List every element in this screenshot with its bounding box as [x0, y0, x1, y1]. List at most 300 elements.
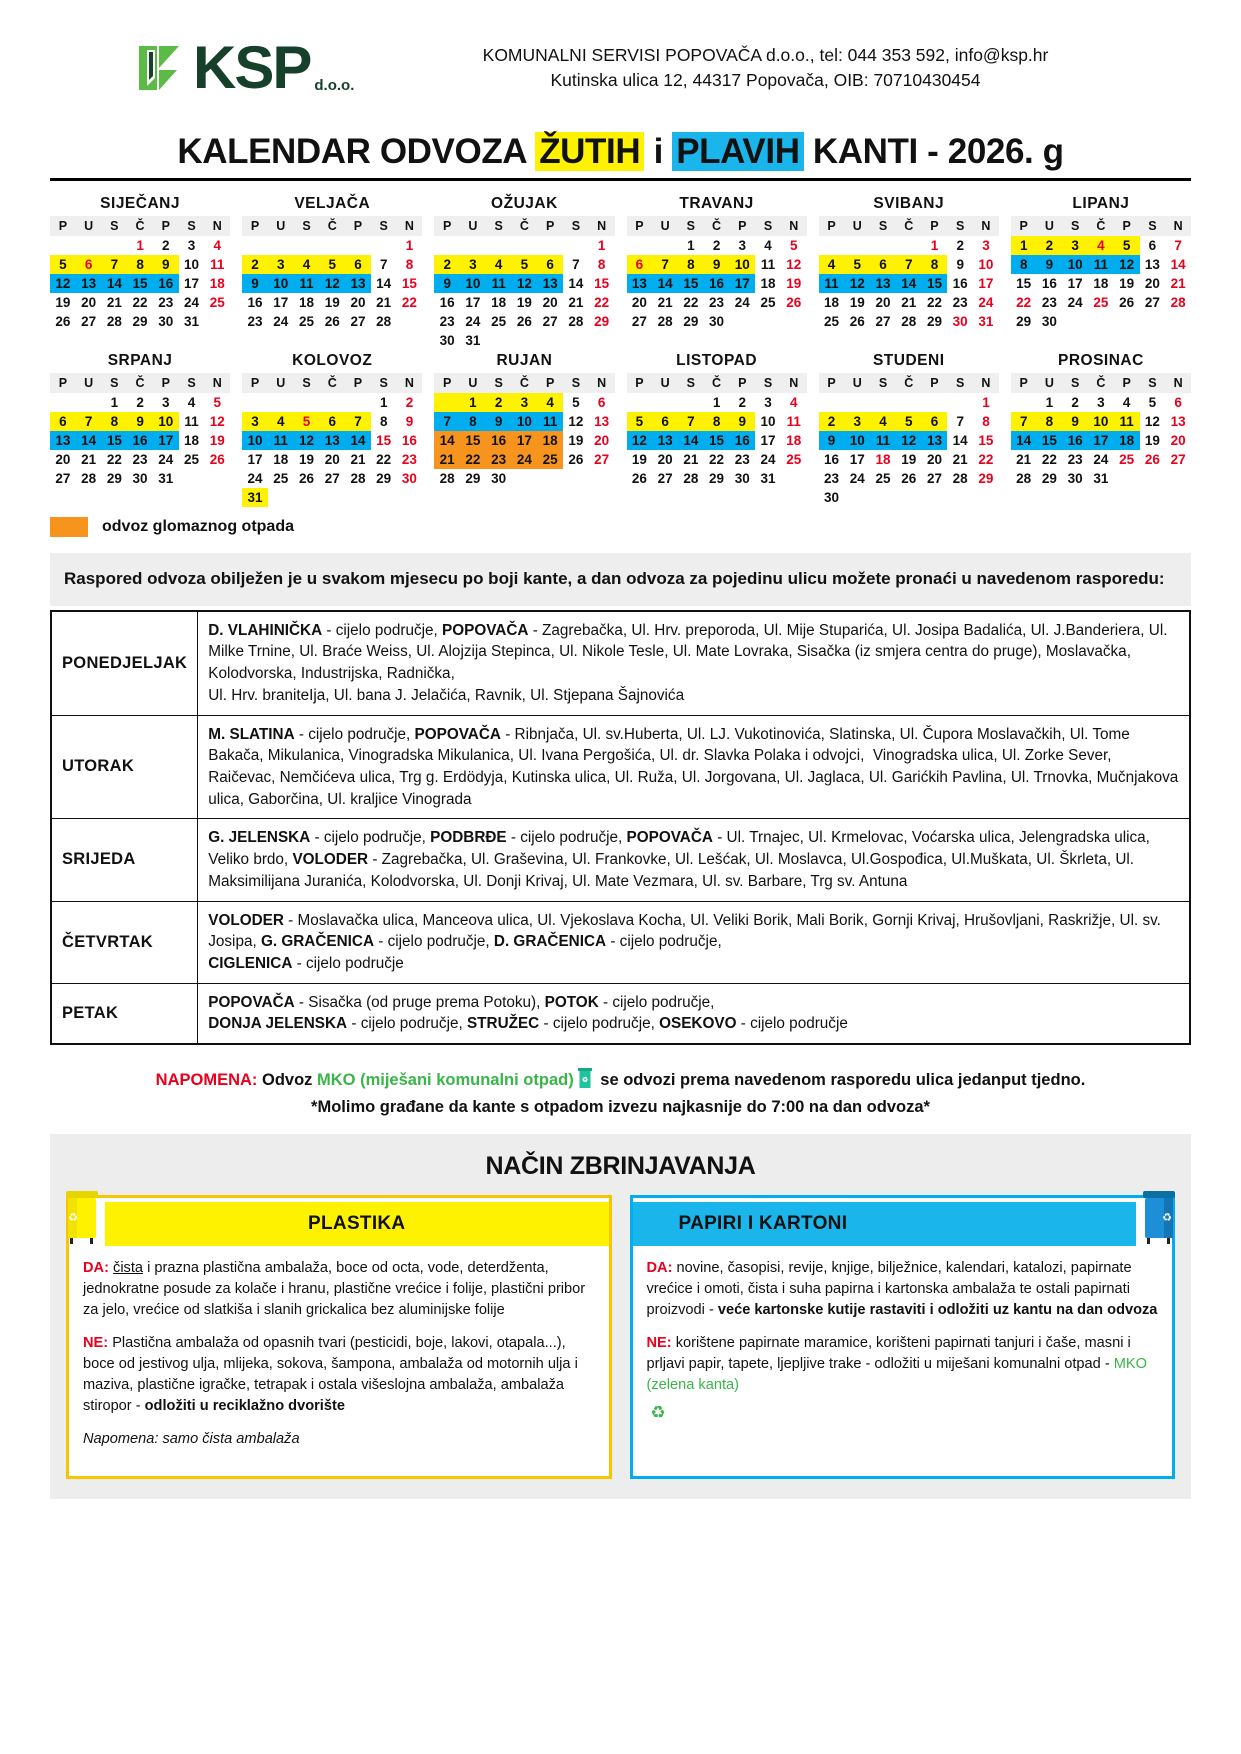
calendar-day-cell[interactable]: 21: [568, 295, 584, 310]
calendar-day-cell[interactable]: 4: [187, 395, 196, 410]
calendar-day-cell[interactable]: 3: [1097, 395, 1105, 410]
calendar-day-cell[interactable]: 7: [572, 257, 580, 272]
calendar-day-cell[interactable]: 9: [127, 412, 153, 431]
calendar-day-cell[interactable]: 11: [786, 414, 801, 429]
calendar-day-cell[interactable]: 12: [786, 257, 802, 272]
calendar-day-cell[interactable]: 22: [1041, 452, 1057, 467]
calendar-day-cell[interactable]: 7: [1011, 412, 1037, 431]
calendar-day-cell[interactable]: 24: [184, 295, 200, 310]
calendar-day-cell[interactable]: 25: [184, 452, 200, 467]
calendar-day-cell[interactable]: 20: [594, 433, 610, 448]
calendar-day-cell[interactable]: 31: [1093, 471, 1109, 486]
calendar-day-cell[interactable]: 23: [439, 314, 455, 329]
calendar-day-cell[interactable]: 6: [345, 255, 371, 274]
calendar-day-cell[interactable]: 11: [184, 414, 199, 429]
calendar-day-cell[interactable]: 14: [345, 431, 371, 450]
calendar-day-cell[interactable]: 3: [268, 255, 294, 274]
calendar-day-cell[interactable]: 12: [512, 274, 538, 293]
calendar-day-cell[interactable]: [434, 393, 460, 412]
calendar-day-cell[interactable]: 3: [187, 238, 196, 253]
calendar-day-cell[interactable]: 21: [952, 452, 968, 467]
calendar-day-cell[interactable]: 13: [594, 414, 610, 429]
calendar-day-cell[interactable]: 21: [81, 452, 97, 467]
calendar-day-cell[interactable]: 7: [434, 412, 460, 431]
calendar-day-cell[interactable]: 1: [136, 238, 144, 253]
calendar-day-cell[interactable]: 22: [376, 452, 392, 467]
calendar-day-cell[interactable]: 4: [870, 412, 896, 431]
calendar-day-cell[interactable]: 3: [764, 395, 772, 410]
calendar-day-cell[interactable]: 6: [652, 412, 678, 431]
calendar-day-cell[interactable]: 4: [537, 393, 563, 412]
calendar-day-cell[interactable]: 8: [597, 257, 606, 272]
calendar-day-cell[interactable]: 6: [627, 255, 653, 274]
calendar-day-cell[interactable]: 7: [956, 414, 964, 429]
calendar-day-cell[interactable]: 25: [298, 314, 314, 329]
calendar-day-cell[interactable]: 19: [786, 276, 802, 291]
calendar-day-cell[interactable]: 9: [1037, 255, 1063, 274]
calendar-day-cell[interactable]: 17: [760, 433, 776, 448]
calendar-day-cell[interactable]: 18: [1114, 431, 1140, 450]
calendar-day-cell[interactable]: 21: [1016, 452, 1032, 467]
calendar-day-cell[interactable]: 2: [486, 393, 512, 412]
calendar-day-cell[interactable]: 2: [819, 412, 845, 431]
calendar-day-cell[interactable]: 4: [1088, 236, 1114, 255]
calendar-day-cell[interactable]: 4: [790, 395, 798, 410]
calendar-day-cell[interactable]: 24: [273, 314, 289, 329]
calendar-day-cell[interactable]: 14: [678, 431, 704, 450]
calendar-day-cell[interactable]: 14: [1011, 431, 1037, 450]
calendar-day-cell[interactable]: 15: [127, 274, 153, 293]
calendar-day-cell[interactable]: 6: [922, 412, 948, 431]
calendar-day-cell[interactable]: 20: [1144, 276, 1160, 291]
calendar-day-cell[interactable]: 8: [704, 412, 730, 431]
calendar-day-cell[interactable]: 19: [1119, 276, 1135, 291]
calendar-day-cell[interactable]: 13: [627, 274, 653, 293]
calendar-day-cell[interactable]: 9: [729, 412, 755, 431]
calendar-day-cell[interactable]: 6: [1148, 238, 1157, 253]
calendar-day-cell[interactable]: 11: [819, 274, 845, 293]
calendar-day-cell[interactable]: 5: [294, 412, 320, 431]
calendar-day-cell[interactable]: 18: [786, 433, 802, 448]
calendar-day-cell[interactable]: 12: [568, 414, 584, 429]
calendar-day-cell[interactable]: 15: [978, 433, 994, 448]
calendar-day-cell[interactable]: 7: [101, 255, 127, 274]
calendar-day-cell[interactable]: 10: [268, 274, 294, 293]
calendar-day-cell[interactable]: 7: [652, 255, 678, 274]
calendar-day-cell[interactable]: 23: [158, 295, 174, 310]
calendar-day-cell[interactable]: 24: [1067, 295, 1083, 310]
calendar-day-cell[interactable]: 16: [1062, 431, 1088, 450]
calendar-day-cell[interactable]: 29: [465, 471, 481, 486]
calendar-day-cell[interactable]: 27: [875, 314, 891, 329]
calendar-day-cell[interactable]: 29: [1016, 314, 1032, 329]
calendar-day-cell[interactable]: 28: [683, 471, 699, 486]
calendar-day-cell[interactable]: 24: [978, 295, 994, 310]
calendar-day-cell[interactable]: 1: [687, 238, 695, 253]
calendar-day-cell[interactable]: 6: [537, 255, 563, 274]
calendar-day-cell[interactable]: 6: [597, 395, 606, 410]
calendar-day-cell[interactable]: 2: [405, 395, 414, 410]
calendar-day-cell[interactable]: 18: [760, 276, 776, 291]
calendar-day-cell[interactable]: 6: [870, 255, 896, 274]
calendar-day-cell[interactable]: 6: [50, 412, 76, 431]
calendar-day-cell[interactable]: 7: [76, 412, 102, 431]
calendar-day-cell[interactable]: 20: [55, 452, 71, 467]
calendar-day-cell[interactable]: 20: [631, 295, 647, 310]
calendar-day-cell[interactable]: 24: [512, 450, 538, 469]
calendar-day-cell[interactable]: 4: [213, 238, 222, 253]
calendar-day-cell[interactable]: 5: [1148, 395, 1157, 410]
calendar-day-cell[interactable]: 4: [764, 238, 772, 253]
calendar-day-cell[interactable]: 30: [1067, 471, 1083, 486]
calendar-day-cell[interactable]: 8: [1037, 412, 1063, 431]
calendar-day-cell[interactable]: 9: [434, 274, 460, 293]
calendar-day-cell[interactable]: 3: [512, 393, 538, 412]
calendar-day-cell[interactable]: 10: [153, 412, 179, 431]
calendar-day-cell[interactable]: 10: [512, 412, 538, 431]
calendar-day-cell[interactable]: 5: [1114, 236, 1140, 255]
calendar-day-cell[interactable]: 16: [486, 431, 512, 450]
calendar-day-cell[interactable]: 16: [1041, 276, 1057, 291]
calendar-day-cell[interactable]: 14: [76, 431, 102, 450]
calendar-day-cell[interactable]: 6: [76, 255, 102, 274]
calendar-day-cell[interactable]: 12: [1114, 255, 1140, 274]
calendar-day-cell[interactable]: 28: [901, 314, 917, 329]
calendar-day-cell[interactable]: 20: [657, 452, 673, 467]
calendar-day-cell[interactable]: 26: [786, 295, 802, 310]
calendar-day-cell[interactable]: 19: [1144, 433, 1160, 448]
calendar-day-cell[interactable]: 28: [350, 471, 366, 486]
calendar-day-cell[interactable]: 17: [273, 295, 289, 310]
calendar-day-cell[interactable]: 20: [324, 452, 340, 467]
calendar-day-cell[interactable]: 2: [956, 238, 964, 253]
calendar-day-cell[interactable]: 26: [901, 471, 917, 486]
calendar-day-cell[interactable]: 28: [568, 314, 584, 329]
calendar-day-cell[interactable]: 16: [952, 276, 968, 291]
calendar-day-cell[interactable]: 24: [158, 452, 174, 467]
calendar-day-cell[interactable]: 22: [594, 295, 610, 310]
calendar-day-cell[interactable]: 1: [1045, 395, 1054, 410]
calendar-day-cell[interactable]: 8: [379, 414, 388, 429]
calendar-day-cell[interactable]: 31: [465, 333, 481, 348]
calendar-day-cell[interactable]: 27: [1144, 295, 1160, 310]
calendar-day-cell[interactable]: 26: [1119, 295, 1135, 310]
calendar-day-cell[interactable]: 8: [982, 414, 990, 429]
calendar-day-cell[interactable]: 23: [132, 452, 148, 467]
calendar-day-cell[interactable]: 9: [1062, 412, 1088, 431]
calendar-day-cell[interactable]: 27: [542, 314, 558, 329]
calendar-day-cell[interactable]: 7: [678, 412, 704, 431]
calendar-day-cell[interactable]: 20: [542, 295, 558, 310]
calendar-day-cell[interactable]: 2: [738, 395, 747, 410]
calendar-day-cell[interactable]: 4: [294, 255, 320, 274]
calendar-day-cell[interactable]: 19: [298, 452, 314, 467]
calendar-day-cell[interactable]: 19: [55, 295, 71, 310]
calendar-day-cell[interactable]: 29: [926, 314, 942, 329]
calendar-day-cell[interactable]: 23: [1041, 295, 1057, 310]
calendar-day-cell[interactable]: 9: [704, 255, 730, 274]
calendar-day-cell[interactable]: 29: [978, 471, 994, 486]
calendar-day-cell[interactable]: 11: [268, 431, 294, 450]
calendar-day-cell[interactable]: 22: [709, 452, 725, 467]
calendar-day-cell[interactable]: 9: [405, 414, 414, 429]
calendar-day-cell[interactable]: 11: [1114, 412, 1140, 431]
calendar-day-cell[interactable]: 23: [247, 314, 263, 329]
calendar-day-cell[interactable]: 28: [106, 314, 122, 329]
calendar-day-cell[interactable]: 10: [978, 257, 994, 272]
calendar-day-cell[interactable]: 21: [434, 450, 460, 469]
calendar-day-cell[interactable]: 8: [405, 257, 414, 272]
calendar-day-cell[interactable]: 26: [516, 314, 532, 329]
calendar-day-cell[interactable]: 5: [844, 255, 870, 274]
calendar-day-cell[interactable]: 12: [209, 414, 225, 429]
calendar-day-cell[interactable]: 10: [1062, 255, 1088, 274]
calendar-day-cell[interactable]: 20: [81, 295, 97, 310]
calendar-day-cell[interactable]: 17: [465, 295, 481, 310]
calendar-day-cell[interactable]: 24: [247, 471, 263, 486]
calendar-day-cell[interactable]: 3: [460, 255, 486, 274]
calendar-day-cell[interactable]: 1: [597, 238, 606, 253]
calendar-day-cell[interactable]: 30: [439, 333, 455, 348]
calendar-day-cell[interactable]: 10: [844, 431, 870, 450]
calendar-day-cell[interactable]: 27: [594, 452, 610, 467]
calendar-day-cell[interactable]: 25: [209, 295, 225, 310]
calendar-day-cell[interactable]: 29: [132, 314, 148, 329]
calendar-day-cell[interactable]: 3: [844, 412, 870, 431]
calendar-day-cell[interactable]: 9: [956, 257, 964, 272]
calendar-day-cell[interactable]: 19: [631, 452, 647, 467]
calendar-day-cell[interactable]: 5: [790, 238, 798, 253]
calendar-day-cell[interactable]: 2: [1071, 395, 1079, 410]
calendar-day-cell[interactable]: 11: [760, 257, 776, 272]
calendar-day-cell[interactable]: 16: [247, 295, 263, 310]
calendar-day-cell[interactable]: 23: [709, 295, 725, 310]
calendar-day-cell[interactable]: 4: [819, 255, 845, 274]
calendar-day-cell[interactable]: 21: [1170, 276, 1186, 291]
calendar-day-cell[interactable]: 18: [184, 433, 200, 448]
calendar-day-cell[interactable]: 30: [952, 314, 968, 329]
calendar-day-cell[interactable]: 5: [50, 255, 76, 274]
calendar-day-cell[interactable]: 14: [376, 276, 392, 291]
calendar-day-cell[interactable]: 28: [376, 314, 392, 329]
calendar-day-cell[interactable]: 30: [824, 490, 840, 505]
calendar-day-cell[interactable]: 25: [875, 471, 891, 486]
calendar-day-cell[interactable]: 12: [896, 431, 922, 450]
calendar-day-cell[interactable]: 8: [101, 412, 127, 431]
calendar-day-cell[interactable]: 9: [486, 412, 512, 431]
calendar-day-cell[interactable]: 30: [1041, 314, 1057, 329]
calendar-day-cell[interactable]: 5: [512, 255, 538, 274]
calendar-day-cell[interactable]: 29: [106, 471, 122, 486]
calendar-day-cell[interactable]: 6: [1174, 395, 1182, 410]
calendar-day-cell[interactable]: 1: [405, 238, 414, 253]
calendar-day-cell[interactable]: 26: [1144, 452, 1160, 467]
calendar-day-cell[interactable]: 13: [1170, 414, 1186, 429]
calendar-day-cell[interactable]: 25: [760, 295, 776, 310]
calendar-day-cell[interactable]: 1: [930, 238, 939, 253]
calendar-day-cell[interactable]: 18: [209, 276, 225, 291]
calendar-day-cell[interactable]: 15: [1016, 276, 1032, 291]
calendar-day-cell[interactable]: 21: [350, 452, 366, 467]
calendar-day-cell[interactable]: 14: [1170, 257, 1186, 272]
calendar-day-cell[interactable]: 10: [729, 255, 755, 274]
calendar-day-cell[interactable]: 23: [486, 450, 512, 469]
calendar-day-cell[interactable]: 12: [319, 274, 345, 293]
calendar-day-cell[interactable]: 22: [401, 295, 417, 310]
calendar-day-cell[interactable]: 22: [132, 295, 148, 310]
calendar-day-cell[interactable]: 10: [242, 431, 268, 450]
calendar-day-cell[interactable]: 17: [247, 452, 263, 467]
calendar-day-cell[interactable]: 13: [870, 274, 896, 293]
calendar-day-cell[interactable]: 13: [652, 431, 678, 450]
calendar-day-cell[interactable]: 26: [568, 452, 584, 467]
calendar-day-cell[interactable]: 15: [678, 274, 704, 293]
calendar-day-cell[interactable]: 24: [465, 314, 481, 329]
calendar-day-cell[interactable]: 16: [401, 433, 417, 448]
calendar-day-cell[interactable]: 15: [401, 276, 417, 291]
calendar-day-cell[interactable]: 17: [1088, 431, 1114, 450]
calendar-day-cell[interactable]: 27: [55, 471, 71, 486]
calendar-day-cell[interactable]: 28: [952, 471, 968, 486]
calendar-day-cell[interactable]: 19: [849, 295, 865, 310]
calendar-day-cell[interactable]: 18: [1093, 276, 1109, 291]
calendar-day-cell[interactable]: 15: [594, 276, 610, 291]
calendar-day-cell[interactable]: 4: [486, 255, 512, 274]
calendar-day-cell[interactable]: 29: [1041, 471, 1057, 486]
calendar-day-cell[interactable]: 14: [896, 274, 922, 293]
calendar-day-cell[interactable]: 18: [491, 295, 507, 310]
calendar-day-cell[interactable]: 9: [153, 255, 179, 274]
calendar-day-cell[interactable]: 17: [512, 431, 538, 450]
calendar-day-cell[interactable]: 2: [434, 255, 460, 274]
calendar-day-cell[interactable]: 15: [922, 274, 948, 293]
calendar-day-cell[interactable]: 5: [319, 255, 345, 274]
calendar-day-cell[interactable]: 24: [1093, 452, 1109, 467]
calendar-day-cell[interactable]: 22: [106, 452, 122, 467]
calendar-day-cell[interactable]: 27: [324, 471, 340, 486]
calendar-day-cell[interactable]: 1: [110, 395, 119, 410]
calendar-day-cell[interactable]: 24: [849, 471, 865, 486]
calendar-day-cell[interactable]: 10: [184, 257, 200, 272]
calendar-day-cell[interactable]: 13: [537, 274, 563, 293]
calendar-day-cell[interactable]: 10: [760, 414, 776, 429]
calendar-day-cell[interactable]: 9: [242, 274, 268, 293]
calendar-day-cell[interactable]: 1: [982, 395, 990, 410]
calendar-day-cell[interactable]: 23: [824, 471, 840, 486]
calendar-day-cell[interactable]: 27: [657, 471, 673, 486]
calendar-day-cell[interactable]: 21: [683, 452, 699, 467]
calendar-day-cell[interactable]: 21: [657, 295, 673, 310]
calendar-day-cell[interactable]: 30: [734, 471, 750, 486]
calendar-day-cell[interactable]: 30: [132, 471, 148, 486]
calendar-day-cell[interactable]: 31: [242, 488, 268, 507]
calendar-day-cell[interactable]: 23: [1067, 452, 1083, 467]
calendar-day-cell[interactable]: 15: [460, 431, 486, 450]
calendar-day-cell[interactable]: 25: [273, 471, 289, 486]
calendar-day-cell[interactable]: 10: [1088, 412, 1114, 431]
calendar-day-cell[interactable]: 16: [153, 274, 179, 293]
calendar-day-cell[interactable]: 27: [1170, 452, 1186, 467]
calendar-day-cell[interactable]: 16: [439, 295, 455, 310]
calendar-day-cell[interactable]: 16: [729, 431, 755, 450]
calendar-day-cell[interactable]: 13: [50, 431, 76, 450]
calendar-day-cell[interactable]: 16: [704, 274, 730, 293]
calendar-day-cell[interactable]: 30: [709, 314, 725, 329]
calendar-day-cell[interactable]: 19: [901, 452, 917, 467]
calendar-day-cell[interactable]: 13: [1144, 257, 1160, 272]
calendar-day-cell[interactable]: 3: [982, 238, 990, 253]
calendar-day-cell[interactable]: 3: [1062, 236, 1088, 255]
calendar-day-cell[interactable]: 15: [704, 431, 730, 450]
calendar-day-cell[interactable]: 17: [184, 276, 200, 291]
calendar-day-cell[interactable]: 17: [978, 276, 994, 291]
calendar-day-cell[interactable]: 16: [824, 452, 840, 467]
calendar-day-cell[interactable]: 29: [709, 471, 725, 486]
calendar-day-cell[interactable]: 27: [926, 471, 942, 486]
calendar-day-cell[interactable]: 22: [926, 295, 942, 310]
calendar-day-cell[interactable]: 31: [978, 314, 994, 329]
calendar-day-cell[interactable]: 31: [760, 471, 776, 486]
calendar-day-cell[interactable]: 9: [819, 431, 845, 450]
calendar-day-cell[interactable]: 30: [491, 471, 507, 486]
calendar-day-cell[interactable]: 19: [568, 433, 584, 448]
calendar-day-cell[interactable]: 13: [319, 431, 345, 450]
calendar-day-cell[interactable]: 11: [294, 274, 320, 293]
calendar-day-cell[interactable]: 5: [572, 395, 580, 410]
calendar-day-cell[interactable]: 22: [978, 452, 994, 467]
calendar-day-cell[interactable]: 25: [537, 450, 563, 469]
calendar-day-cell[interactable]: 1: [379, 395, 388, 410]
calendar-day-cell[interactable]: 23: [401, 452, 417, 467]
calendar-day-cell[interactable]: 27: [631, 314, 647, 329]
calendar-day-cell[interactable]: 4: [268, 412, 294, 431]
calendar-day-cell[interactable]: 20: [926, 452, 942, 467]
calendar-day-cell[interactable]: 8: [922, 255, 948, 274]
calendar-day-cell[interactable]: 26: [55, 314, 71, 329]
calendar-day-cell[interactable]: 29: [683, 314, 699, 329]
calendar-day-cell[interactable]: 17: [153, 431, 179, 450]
calendar-day-cell[interactable]: 11: [537, 412, 563, 431]
calendar-day-cell[interactable]: 29: [376, 471, 392, 486]
calendar-day-cell[interactable]: 30: [401, 471, 417, 486]
calendar-day-cell[interactable]: 14: [952, 433, 968, 448]
calendar-day-cell[interactable]: 25: [824, 314, 840, 329]
calendar-day-cell[interactable]: 11: [870, 431, 896, 450]
calendar-day-cell[interactable]: 18: [875, 452, 891, 467]
calendar-day-cell[interactable]: 14: [434, 431, 460, 450]
calendar-day-cell[interactable]: 22: [460, 450, 486, 469]
calendar-day-cell[interactable]: 17: [1067, 276, 1083, 291]
calendar-day-cell[interactable]: 12: [50, 274, 76, 293]
calendar-day-cell[interactable]: 20: [350, 295, 366, 310]
calendar-day-cell[interactable]: 18: [273, 452, 289, 467]
calendar-day-cell[interactable]: 3: [162, 395, 170, 410]
calendar-day-cell[interactable]: 19: [516, 295, 532, 310]
calendar-day-cell[interactable]: 11: [210, 257, 225, 272]
calendar-day-cell[interactable]: 25: [1093, 295, 1109, 310]
calendar-day-cell[interactable]: 25: [491, 314, 507, 329]
calendar-day-cell[interactable]: 12: [1144, 414, 1160, 429]
calendar-day-cell[interactable]: 2: [712, 238, 721, 253]
calendar-day-cell[interactable]: 6: [319, 412, 345, 431]
calendar-day-cell[interactable]: 26: [324, 314, 340, 329]
calendar-day-cell[interactable]: 26: [849, 314, 865, 329]
calendar-day-cell[interactable]: 22: [1016, 295, 1032, 310]
calendar-day-cell[interactable]: 25: [786, 452, 802, 467]
calendar-day-cell[interactable]: 8: [678, 255, 704, 274]
calendar-day-cell[interactable]: 8: [127, 255, 153, 274]
calendar-day-cell[interactable]: 1: [712, 395, 721, 410]
